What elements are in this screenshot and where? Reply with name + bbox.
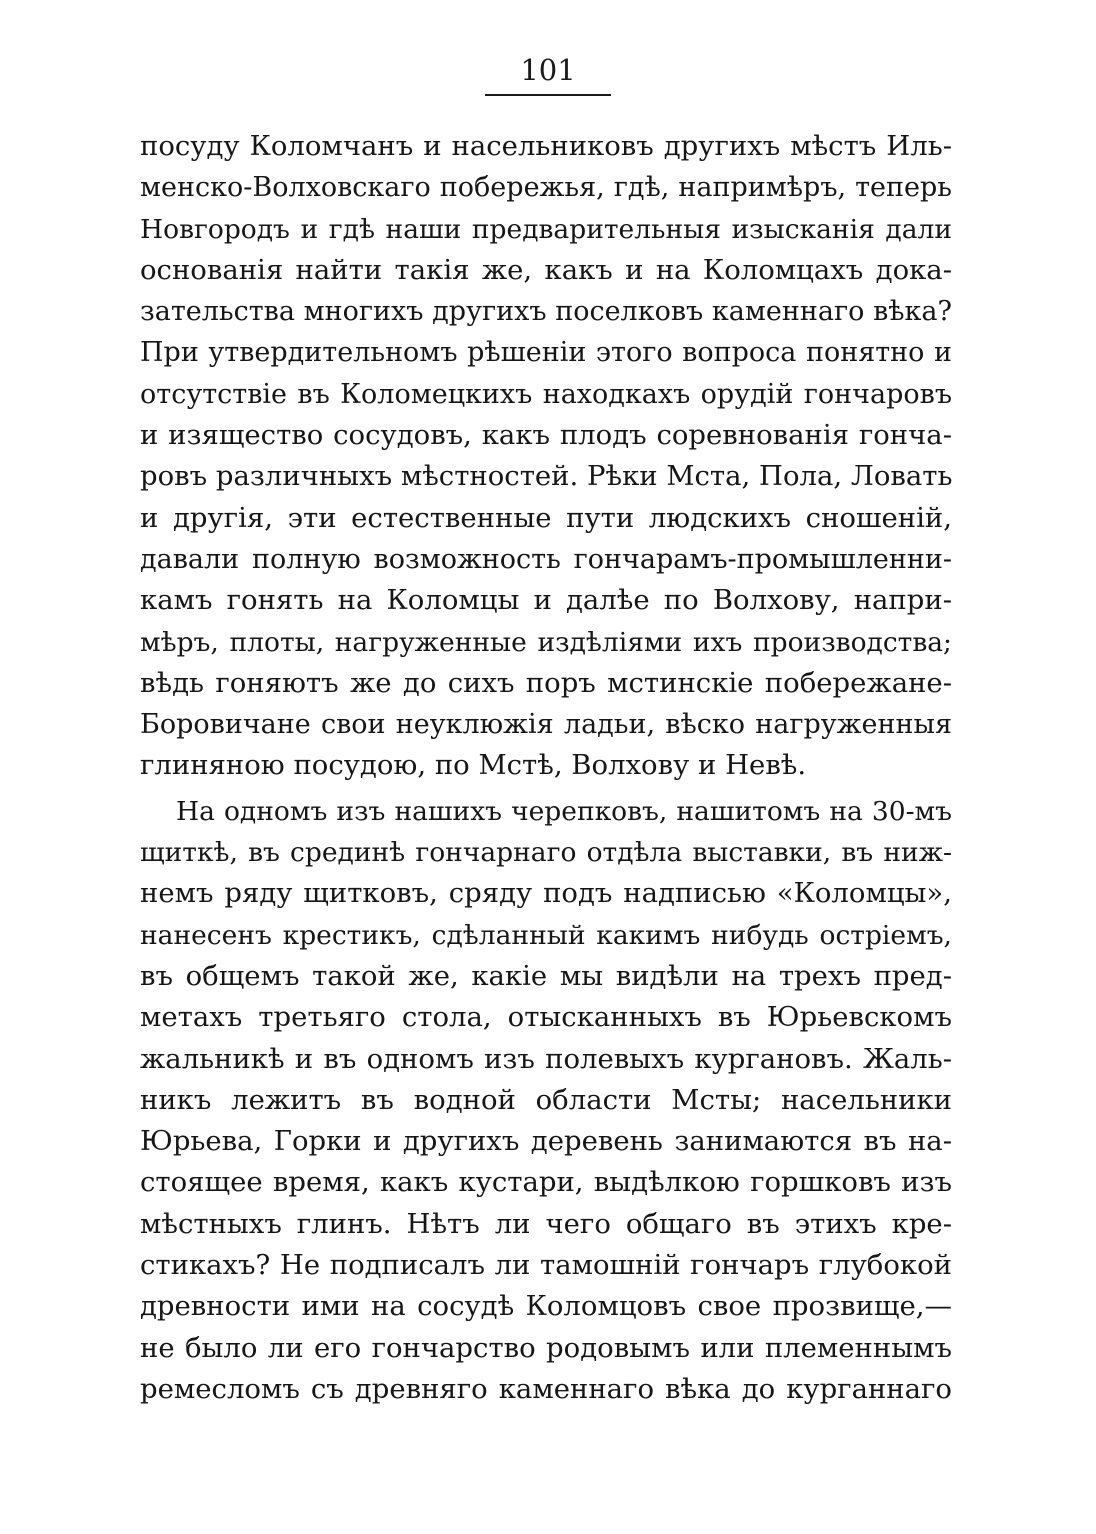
- text-line: отсутствіе въ Коломецкихъ находкахъ орудій гончаровъ: [140, 378, 952, 410]
- text-line: не было ли его гончарство родовымъ или племеннымъ: [140, 1331, 952, 1364]
- text-line: При утвердительномъ рѣшеніи этого вопроса понятно и: [140, 337, 952, 369]
- text-line: и другія, эти естественные пути людскихъ сношеній,: [140, 501, 952, 534]
- text-line: стикахъ? Не подписалъ ли тамошній гончаръ глубокой: [140, 1249, 952, 1282]
- text-line: вѣдь гоняютъ же до сихъ поръ мстинскіе побережане-: [140, 666, 952, 699]
- text-line: посуду Коломчанъ и насельниковъ другихъ мѣстъ Иль-: [140, 130, 952, 162]
- page-number-underline: [485, 94, 611, 96]
- text-line: ровъ различныхъ мѣстностей. Рѣки Мста, Пола, Ловать: [140, 460, 952, 493]
- text-line: зательства многихъ другихъ поселковъ каменнаго вѣка?: [140, 296, 952, 328]
- text-line: метахъ третьяго стола, отысканныхъ въ Юрьевскомъ: [140, 1001, 952, 1034]
- text-line: стоящее время, какъ кустари, выдѣлкою горшковъ изъ: [140, 1166, 952, 1199]
- text-line: щиткѣ, въ срединѣ гончарнаго отдѣла выставки, въ ниж-: [140, 837, 952, 869]
- text-line: На одномъ изъ нашихъ черепковъ, нашитомъ на 30-мъ: [176, 795, 952, 827]
- text-line: въ общемъ такой же, какіе мы видѣли на трехъ пред-: [140, 959, 952, 992]
- text-line: ремесломъ съ древняго каменнаго вѣка до курганнаго: [140, 1372, 952, 1405]
- text-line: менско-Волховскаго побережья, гдѣ, напримѣръ, теперь: [140, 172, 952, 204]
- text-line: Боровичане свои неуклюжія ладьи, вѣско нагруженныя: [140, 709, 952, 741]
- text-line: Новгородъ и гдѣ наши предварительныя изысканія дали: [140, 213, 952, 245]
- text-line: глиняною посудою, по Мстѣ, Волхову и Невѣ.: [140, 749, 807, 782]
- text-line: никъ лежитъ въ водной области Мсты; насельники: [140, 1083, 952, 1116]
- text-line: и изящество сосудовъ, какъ плодъ соревнованія гонча-: [140, 419, 952, 452]
- paragraph-2: [140, 791, 952, 1410]
- text-line: давали полную возможность гончарамъ-промышленни-: [140, 543, 952, 575]
- text-line: мѣръ, плоты, нагруженные издѣліями ихъ производства;: [140, 626, 952, 658]
- text-line: немъ ряду щитковъ, сряду подъ надписью «Коломцы»,: [140, 877, 952, 910]
- text-line: мѣстныхъ глинъ. Нѣтъ ли чего общаго въ этихъ кре-: [140, 1207, 952, 1240]
- text-line: камъ гонять на Коломцы и далѣе по Волхову, напри-: [140, 584, 952, 617]
- text-line: Юрьева, Горки и другихъ деревень занимаются въ на-: [140, 1125, 952, 1158]
- text-line: жальникѣ и въ одномъ изъ полевыхъ кургановъ. Жаль-: [140, 1042, 952, 1075]
- text-line: нанесенъ крестикъ, сдѣланный какимъ нибудь остріемъ,: [140, 919, 952, 951]
- text-line: основанія найти такія же, какъ и на Коломцахъ дока-: [140, 253, 952, 286]
- text-line: древности ими на сосудѣ Коломцовъ свое прозвище,—: [140, 1290, 952, 1323]
- paragraph-1: [140, 126, 952, 787]
- page-number: 101: [520, 53, 576, 87]
- body-text: [140, 126, 952, 1410]
